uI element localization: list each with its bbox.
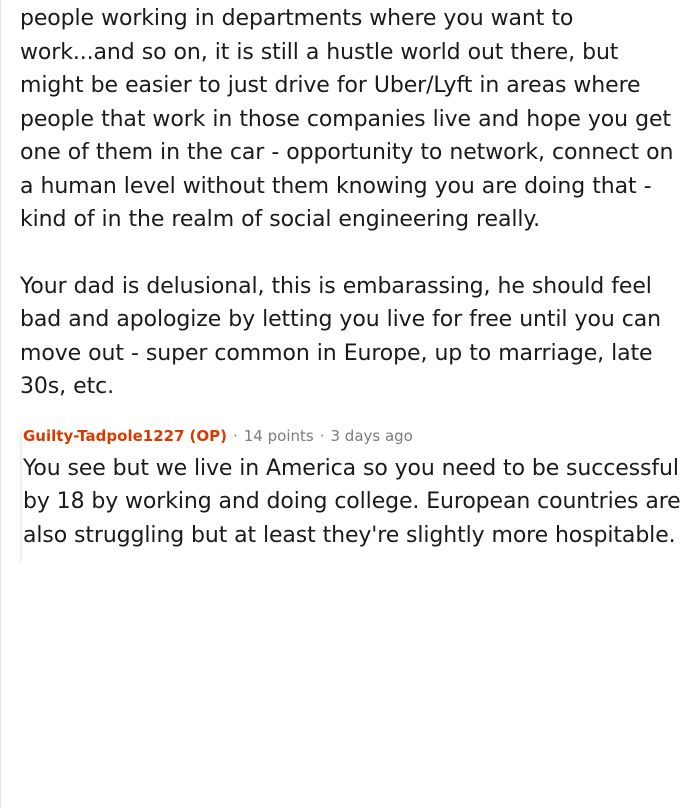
parent-comment-paragraph-2: Your dad is delusional, this is embarassing, he should feel bad and apologize by letting you live for free until you can move out - super common in Europe, up to marriage, late 30s, etc.	[20, 273, 661, 399]
reply-score: 14 points	[243, 426, 314, 445]
reply-content	[20, 426, 700, 553]
reply-body-text: You see but we live in America so you need to be successful by 18 by working and doing college. European countries are also struggling but at least they're slightly more hospitable.	[23, 455, 681, 548]
meta-separator-2: ·	[319, 426, 325, 445]
reply-comment	[0, 426, 700, 553]
op-badge: (OP)	[189, 426, 227, 445]
reply-timestamp: 3 days ago	[330, 426, 413, 445]
parent-comment-paragraph-1: people working in departments where you want to work...and so on, it is still a hustle world out there, but might be easier to just drive for Uber/Lyft in areas where people that work in those companies live and hope you get one of them in the car - opportunity to network, connect on a human level without them knowing you are doing that - kind of in the realm of social engineering really.	[20, 6, 674, 232]
reply-meta-row	[23, 426, 700, 450]
reply-author-link[interactable]: Guilty-Tadpole1227	[23, 426, 185, 445]
meta-separator-1: ·	[232, 426, 238, 445]
thread-collapse-line[interactable]	[20, 430, 22, 563]
paragraph-spacer	[20, 237, 684, 270]
page-left-border	[0, 0, 1, 808]
